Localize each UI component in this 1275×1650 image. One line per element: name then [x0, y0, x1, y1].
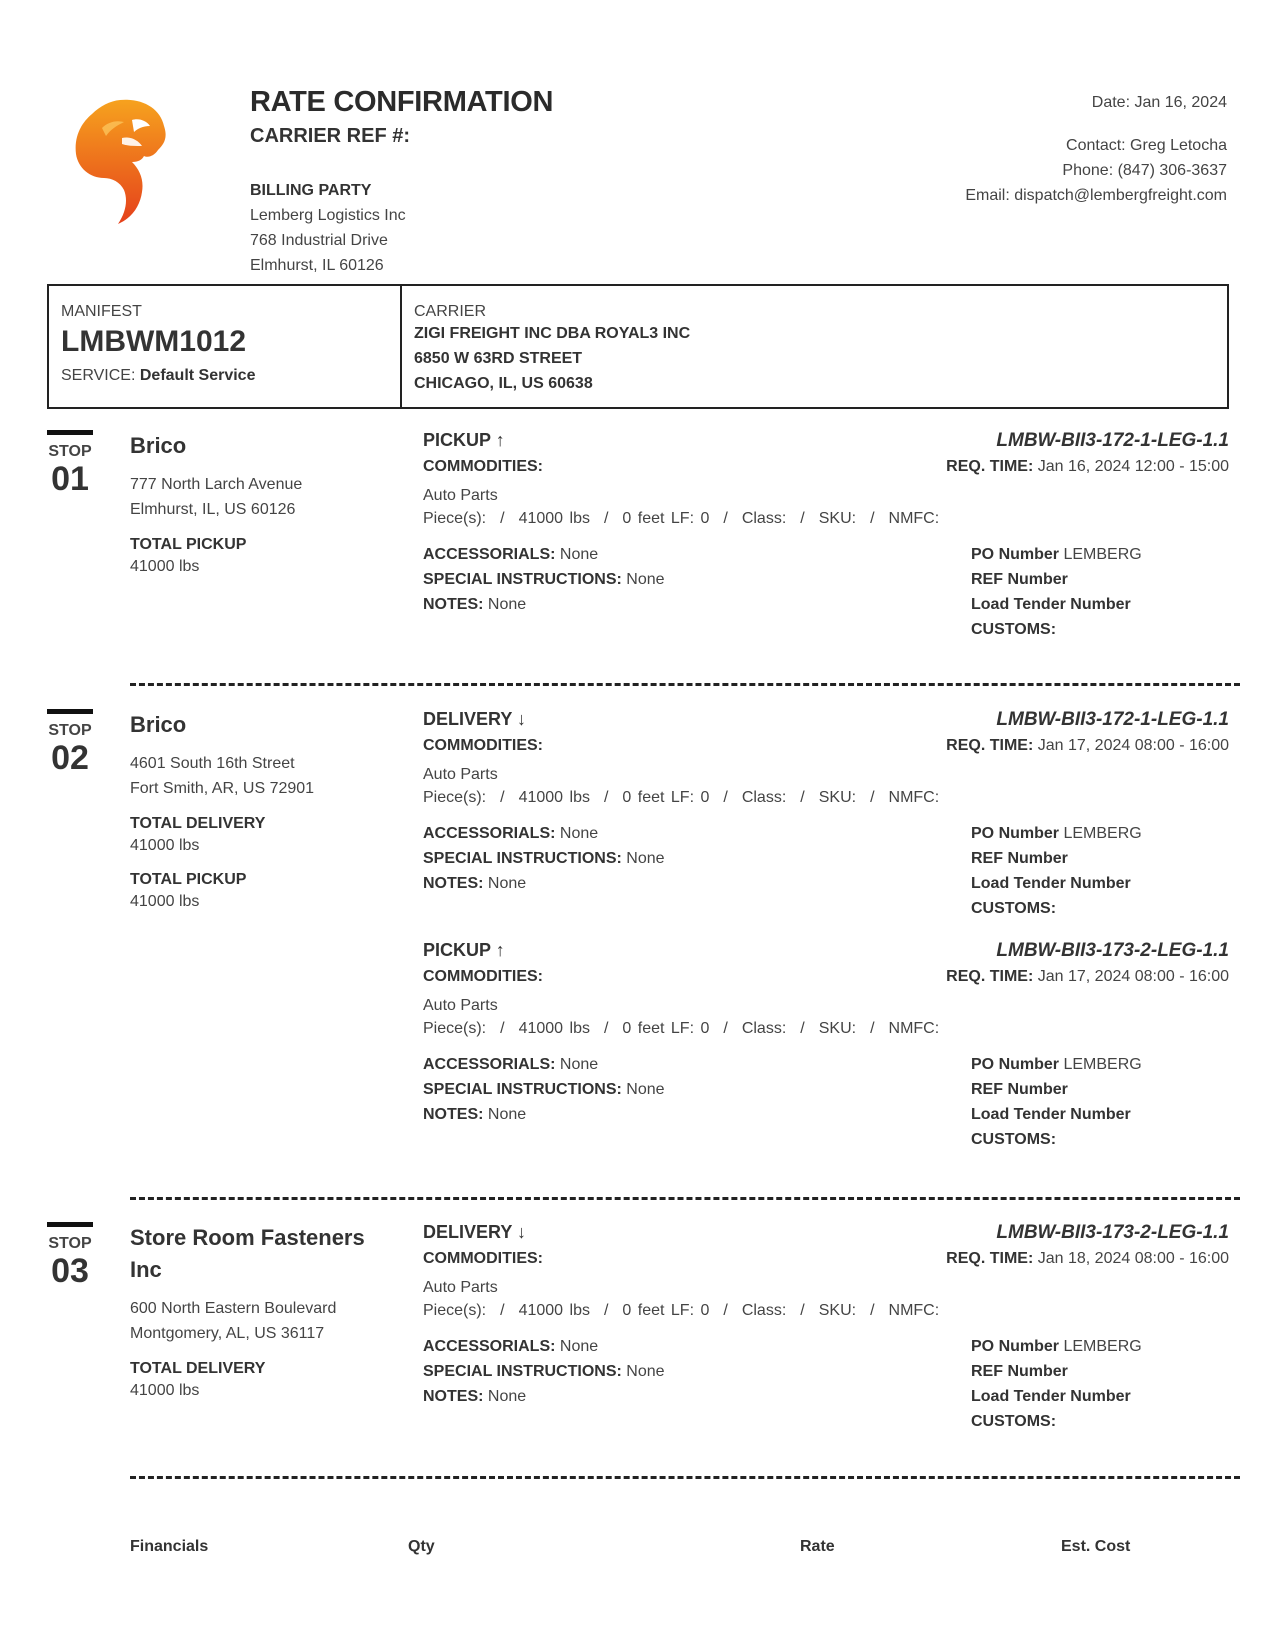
separator: / — [603, 510, 609, 527]
separator: / — [723, 789, 728, 806]
accessorials-label: ACCESSORIALS: — [423, 1338, 556, 1355]
service-label: SERVICE: — [61, 367, 136, 384]
pickup-event — [423, 430, 1229, 642]
event-reference: LMBW-BII3-173-2-LEG-1.1 — [996, 940, 1229, 961]
accessorials-value: None — [559, 1056, 599, 1073]
arrow-down-icon: ↓ — [517, 1222, 527, 1242]
special-instructions-value: None — [626, 1081, 665, 1098]
ref-number-label: REF Number — [971, 1081, 1068, 1098]
po-number-label: PO Number — [971, 825, 1060, 842]
event-type-label: DELIVERY — [423, 1222, 513, 1242]
stop-label: STOP — [48, 443, 92, 460]
manifest-number: LMBWM1012 — [61, 325, 247, 358]
total-pickup-value: 41000 lbs — [130, 893, 200, 910]
pieces-label: Piece(s): — [423, 1020, 487, 1037]
po-number-value: LEMBERG — [1063, 825, 1142, 842]
reference-numbers — [971, 1052, 1229, 1152]
stop-address — [130, 751, 395, 801]
separator: / — [800, 789, 805, 806]
special-instructions-label: SPECIAL INSTRUCTIONS: — [423, 1363, 622, 1380]
separator: / — [870, 789, 875, 806]
special-instructions-label: SPECIAL INSTRUCTIONS: — [423, 850, 622, 867]
notes-value: None — [487, 1388, 527, 1405]
req-time — [946, 458, 1229, 476]
document-title: RATE CONFIRMATION — [250, 86, 554, 118]
instructions — [423, 821, 923, 921]
nmfc-label: NMFC: — [888, 789, 940, 806]
pickup-event — [423, 940, 1229, 1152]
est-cost-col: Est. Cost — [1061, 1538, 1131, 1555]
pieces-label: Piece(s): — [423, 1302, 487, 1319]
req-time — [946, 737, 1229, 755]
commodities-label: COMMODITIES: — [423, 737, 543, 754]
separator: / — [870, 510, 875, 527]
weight-value: 41000 lbs — [518, 510, 590, 527]
manifest-section — [49, 286, 402, 407]
class-label: Class: — [741, 510, 787, 527]
commodities-label: COMMODITIES: — [423, 968, 543, 985]
carrier-section — [402, 286, 1227, 407]
sku-label: SKU: — [818, 1020, 857, 1037]
stop-bar — [47, 709, 93, 714]
feet-value: 0 feet LF: 0 — [622, 1302, 710, 1319]
stop-info — [130, 430, 395, 578]
arrow-up-icon: ↑ — [495, 430, 505, 450]
carrier-ref: CARRIER REF #: — [250, 125, 411, 147]
event-reference: LMBW-BII3-173-2-LEG-1.1 — [996, 1222, 1229, 1243]
separator: / — [870, 1020, 875, 1037]
reference-numbers — [971, 821, 1229, 921]
document-date: Date: Jan 16, 2024 — [1091, 94, 1227, 111]
stop-name — [130, 1222, 395, 1286]
stop-bar — [47, 1222, 93, 1227]
stop-tag — [47, 1222, 93, 1289]
special-instructions-label: SPECIAL INSTRUCTIONS: — [423, 1081, 622, 1098]
stop-street: 600 North Eastern Boulevard — [130, 1300, 337, 1317]
stop-info — [130, 1222, 395, 1402]
pieces-line — [423, 510, 1229, 528]
accessorials-value: None — [559, 825, 599, 842]
load-tender-label: Load Tender Number — [971, 875, 1131, 892]
accessorials-label: ACCESSORIALS: — [423, 825, 556, 842]
nmfc-label: NMFC: — [888, 1302, 940, 1319]
commodity-name: Auto Parts — [423, 1279, 498, 1296]
req-time-label: REQ. TIME: — [946, 458, 1034, 475]
stop-tag — [47, 430, 93, 497]
contact-block — [965, 90, 1227, 208]
stop-label: STOP — [48, 722, 92, 739]
carrier-city: CHICAGO, IL, US 60638 — [414, 375, 593, 392]
rate-col: Rate — [800, 1538, 835, 1555]
billing-city: Elmhurst, IL 60126 — [250, 257, 384, 274]
service-line — [61, 367, 388, 385]
contact-email: Email: dispatch@lembergfreight.com — [965, 187, 1227, 204]
customs-label: CUSTOMS: — [971, 1131, 1057, 1148]
feet-value: 0 feet LF: 0 — [622, 789, 710, 806]
event-type — [423, 430, 505, 451]
req-time-label: REQ. TIME: — [946, 737, 1034, 754]
special-instructions-label: SPECIAL INSTRUCTIONS: — [423, 571, 622, 588]
separator: / — [723, 1020, 728, 1037]
accessorials-value: None — [559, 1338, 599, 1355]
arrow-up-icon: ↑ — [495, 940, 505, 960]
delivery-event — [423, 1222, 1229, 1434]
po-number-value: LEMBERG — [1063, 1056, 1142, 1073]
contact-phone: Phone: (847) 306-3637 — [1062, 162, 1227, 179]
notes-value: None — [487, 875, 527, 892]
commodity-name: Auto Parts — [423, 766, 498, 783]
financials-col: Financials — [130, 1538, 209, 1555]
stop-info — [130, 709, 395, 913]
separator: / — [800, 1302, 805, 1319]
po-number-value: LEMBERG — [1063, 546, 1142, 563]
customs-label: CUSTOMS: — [971, 900, 1057, 917]
load-tender-label: Load Tender Number — [971, 596, 1131, 613]
arrow-down-icon: ↓ — [517, 709, 527, 729]
stop-city: Fort Smith, AR, US 72901 — [130, 780, 315, 797]
class-label: Class: — [741, 789, 787, 806]
req-time-label: REQ. TIME: — [946, 1250, 1034, 1267]
total-delivery-label: TOTAL DELIVERY — [130, 1360, 266, 1377]
req-time-value: Jan 17, 2024 08:00 - 16:00 — [1037, 737, 1229, 754]
event-reference: LMBW-BII3-172-1-LEG-1.1 — [996, 430, 1229, 451]
sku-label: SKU: — [818, 789, 857, 806]
po-number-value: LEMBERG — [1063, 1338, 1142, 1355]
carrier-name: ZIGI FREIGHT INC DBA ROYAL3 INC — [414, 325, 691, 342]
separator: / — [723, 1302, 728, 1319]
commodity-name: Auto Parts — [423, 997, 498, 1014]
notes-label: NOTES: — [423, 1106, 484, 1123]
separator: / — [870, 1302, 875, 1319]
billing-heading: BILLING PARTY — [250, 182, 372, 199]
event-type — [423, 1222, 526, 1243]
class-label: Class: — [741, 1302, 787, 1319]
separator: / — [603, 1302, 609, 1319]
stop-city: Montgomery, AL, US 36117 — [130, 1325, 325, 1342]
accessorials-value: None — [559, 546, 599, 563]
billing-company: Lemberg Logistics Inc — [250, 207, 406, 224]
separator: / — [723, 510, 728, 527]
customs-label: CUSTOMS: — [971, 621, 1057, 638]
weight-value: 41000 lbs — [518, 1020, 590, 1037]
pieces-line — [423, 1020, 1229, 1038]
req-time-value: Jan 16, 2024 12:00 - 15:00 — [1037, 458, 1229, 475]
notes-value: None — [487, 1106, 527, 1123]
instructions — [423, 542, 923, 642]
stop-label: STOP — [48, 1235, 92, 1252]
sku-label: SKU: — [818, 1302, 857, 1319]
pieces-label: Piece(s): — [423, 510, 487, 527]
stop-divider — [130, 1197, 1240, 1200]
commodities-label: COMMODITIES: — [423, 458, 543, 475]
req-time-value: Jan 17, 2024 08:00 - 16:00 — [1037, 968, 1229, 985]
nmfc-label: NMFC: — [888, 510, 940, 527]
special-instructions-value: None — [626, 571, 665, 588]
total-delivery-value: 41000 lbs — [130, 837, 200, 854]
notes-label: NOTES: — [423, 596, 484, 613]
pieces-line — [423, 789, 1229, 807]
stop-name: Brico — [130, 712, 187, 737]
stop-name: Brico — [130, 433, 187, 458]
service-value: Default Service — [139, 367, 256, 384]
notes-label: NOTES: — [423, 875, 484, 892]
stop-street: 4601 South 16th Street — [130, 755, 295, 772]
pieces-line — [423, 1302, 1229, 1320]
total-delivery-label: TOTAL DELIVERY — [130, 815, 266, 832]
qty-col: Qty — [408, 1538, 435, 1555]
po-number-label: PO Number — [971, 1056, 1060, 1073]
reference-numbers — [971, 542, 1229, 642]
load-tender-label: Load Tender Number — [971, 1106, 1131, 1123]
req-time — [946, 968, 1229, 986]
manifest-label: MANIFEST — [61, 303, 142, 320]
separator: / — [603, 1020, 609, 1037]
event-type — [423, 709, 526, 730]
total-pickup-label: TOTAL PICKUP — [130, 536, 247, 553]
notes-value: None — [487, 596, 527, 613]
instructions — [423, 1052, 923, 1152]
total-pickup-value: 41000 lbs — [130, 558, 200, 575]
instructions — [423, 1334, 923, 1434]
separator: / — [500, 1302, 505, 1319]
billing-street: 768 Industrial Drive — [250, 232, 388, 249]
total-pickup-label: TOTAL PICKUP — [130, 871, 247, 888]
ref-number-label: REF Number — [971, 1363, 1068, 1380]
sku-label: SKU: — [818, 510, 857, 527]
event-type-label: DELIVERY — [423, 709, 513, 729]
event-reference: LMBW-BII3-172-1-LEG-1.1 — [996, 709, 1229, 730]
pieces-label: Piece(s): — [423, 789, 487, 806]
stop-divider — [130, 683, 1240, 686]
ref-number-label: REF Number — [971, 850, 1068, 867]
stop-bar — [47, 430, 93, 435]
nmfc-label: NMFC: — [888, 1020, 940, 1037]
delivery-event — [423, 709, 1229, 921]
separator: / — [500, 789, 505, 806]
special-instructions-value: None — [626, 1363, 665, 1380]
special-instructions-value: None — [626, 850, 665, 867]
class-label: Class: — [741, 1020, 787, 1037]
reference-numbers — [971, 1334, 1229, 1434]
separator: / — [500, 510, 505, 527]
stop-number: 01 — [51, 460, 89, 498]
stop-divider — [130, 1476, 1240, 1479]
customs-label: CUSTOMS: — [971, 1413, 1057, 1430]
stop-name-line1: Store Room Fasteners — [130, 1225, 365, 1250]
commodity-name: Auto Parts — [423, 487, 498, 504]
stop-address — [130, 472, 395, 522]
stop-number: 02 — [51, 739, 89, 777]
weight-value: 41000 lbs — [518, 789, 590, 806]
carrier-street: 6850 W 63RD STREET — [414, 350, 583, 367]
stop-name-line2: Inc — [130, 1257, 162, 1282]
feet-value: 0 feet LF: 0 — [622, 510, 710, 527]
stop-tag — [47, 709, 93, 776]
event-type-label: PICKUP — [423, 940, 491, 960]
manifest-box — [47, 284, 1229, 409]
event-type-label: PICKUP — [423, 430, 491, 450]
accessorials-label: ACCESSORIALS: — [423, 1056, 556, 1073]
stop-street: 777 North Larch Avenue — [130, 476, 303, 493]
req-time — [946, 1250, 1229, 1268]
stop-number: 03 — [51, 1252, 89, 1290]
req-time-value: Jan 18, 2024 08:00 - 16:00 — [1037, 1250, 1229, 1267]
separator: / — [800, 1020, 805, 1037]
contact-name: Contact: Greg Letocha — [1066, 137, 1227, 154]
req-time-label: REQ. TIME: — [946, 968, 1034, 985]
stop-address — [130, 1296, 395, 1346]
feet-value: 0 feet LF: 0 — [622, 1020, 710, 1037]
event-type — [423, 940, 505, 961]
carrier-label: CARRIER — [414, 303, 487, 320]
billing-party — [250, 178, 406, 278]
weight-value: 41000 lbs — [518, 1302, 590, 1319]
load-tender-label: Load Tender Number — [971, 1388, 1131, 1405]
total-delivery-value: 41000 lbs — [130, 1382, 200, 1399]
po-number-label: PO Number — [971, 1338, 1060, 1355]
ref-number-label: REF Number — [971, 571, 1068, 588]
po-number-label: PO Number — [971, 546, 1060, 563]
stop-city: Elmhurst, IL, US 60126 — [130, 501, 296, 518]
accessorials-label: ACCESSORIALS: — [423, 546, 556, 563]
commodities-label: COMMODITIES: — [423, 1250, 543, 1267]
separator: / — [500, 1020, 505, 1037]
company-logo-lion-icon — [72, 98, 172, 226]
separator: / — [800, 510, 805, 527]
notes-label: NOTES: — [423, 1388, 484, 1405]
separator: / — [603, 789, 609, 806]
